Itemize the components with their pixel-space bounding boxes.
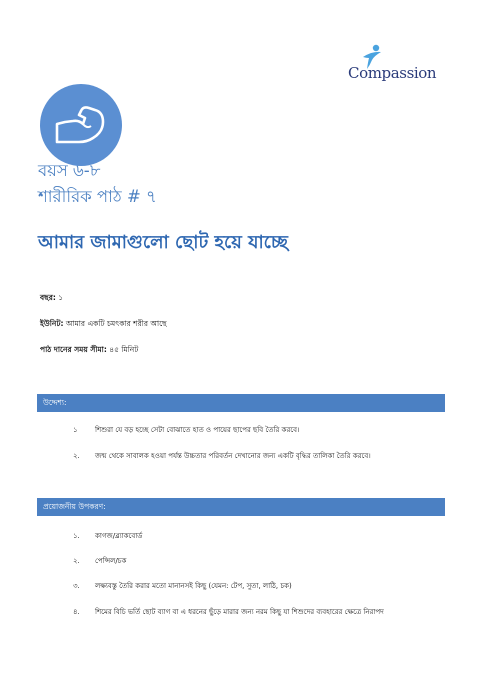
logo-wordmark: Compassion	[348, 64, 437, 82]
material-item	[73, 530, 142, 542]
objective-item	[73, 424, 300, 436]
material-item	[73, 580, 292, 592]
lesson-title: আমার জামাগুলো ছোট হয়ে যাচ্ছে	[38, 232, 288, 253]
materials-heading-bar: প্রয়োজনীয় উপকরণ:	[37, 498, 445, 516]
compassion-logo	[346, 44, 446, 90]
duration-value: ৪৫ মিনিট	[109, 345, 139, 354]
material-item	[73, 606, 384, 618]
objective-number: ২.	[73, 452, 80, 460]
material-text: পেন্সিল/চক	[95, 557, 127, 565]
year-label: বছর:	[40, 293, 56, 302]
objective-number: ১	[73, 426, 78, 434]
objective-text: শিশুরা যে বড় হচ্ছে সেটা বোঝাতে হাত ও পায়ের ছাপের ছবি তৈরি করবে।	[95, 426, 300, 434]
material-item	[73, 555, 126, 567]
meta-unit	[40, 319, 167, 331]
duration-label: পাঠ দানের সময় সীমা:	[40, 345, 107, 354]
material-number: ৪.	[73, 608, 80, 616]
material-number: ২.	[73, 557, 80, 565]
meta-year	[40, 293, 63, 305]
material-text: লক্ষ্যবস্তু তৈরি করার মতো মানানসই কিছু (যেমন: টেপ, সুতা, লাঠি, চক)	[95, 582, 292, 590]
unit-label: ইউনিট:	[40, 319, 64, 328]
objective-item	[73, 450, 371, 462]
flexed-arm-icon	[53, 102, 109, 146]
age-range: বয়স ৬-৮	[38, 161, 101, 180]
material-number: ৩.	[73, 582, 80, 590]
material-number: ১.	[73, 532, 80, 540]
objectives-heading-bar: উদ্দেশ্য:	[37, 394, 445, 412]
objective-text: জন্ম থেকে সাবালক হওয়া পর্যন্ত উচ্চতার পরিবর্তন দেখানোর জন্য একটি বৃদ্ধির তালিকা তৈরি করবে।	[95, 452, 371, 460]
meta-duration	[40, 345, 138, 357]
unit-value: আমার একটি চমৎকার শরীর আছে	[65, 319, 167, 328]
lesson-icon-badge	[40, 84, 122, 166]
year-value: ১	[58, 293, 64, 302]
lesson-number: শারীরিক পাঠ # ৭	[38, 187, 157, 206]
material-text: শিমের বিচি ভর্তি ছোট ব্যাগ বা এ ধরনের ছুঁড়ে মারার জন্য নরম কিছু যা শিশুদের ব্যবহারের ক্ষেত্রে নিরাপদ	[95, 608, 384, 616]
material-text: কাগজ/ব্ল্যাকবোর্ড	[95, 532, 143, 540]
